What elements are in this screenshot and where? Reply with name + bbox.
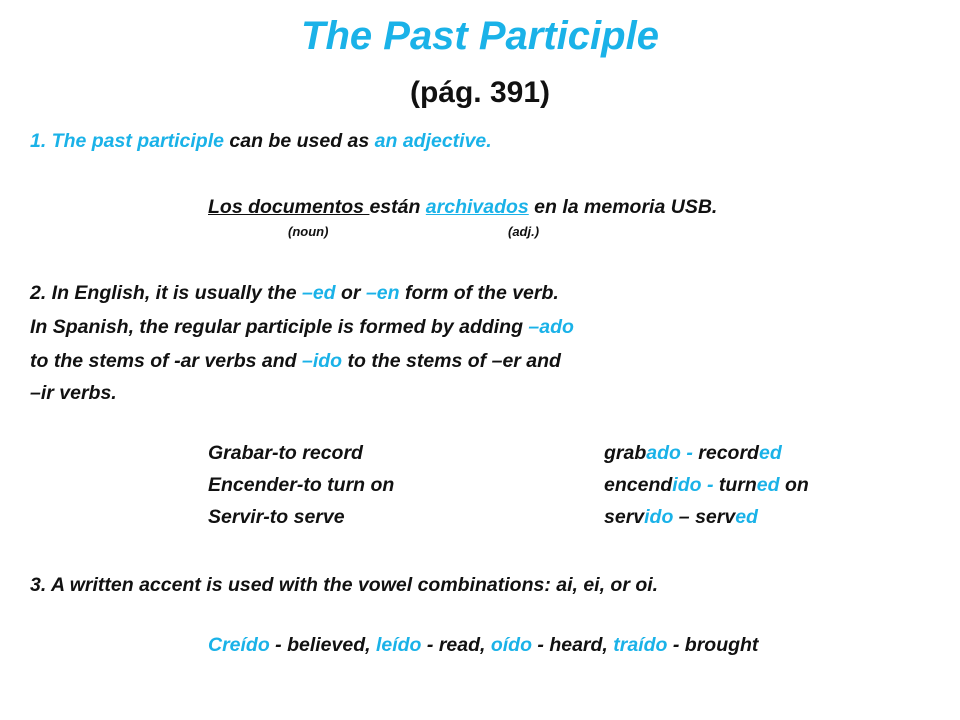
point-2-text-b: or [335, 282, 366, 304]
english-stem: turn [718, 474, 757, 496]
verb-participle [604, 474, 809, 497]
verb-infinitive: Encender-to turn on [208, 474, 395, 496]
participle-ending: ado [646, 442, 681, 464]
page-reference: (pág. 391) [409, 76, 551, 109]
participle-ending: ido [672, 474, 702, 496]
suffix-ido: –ido [301, 350, 343, 372]
point-1 [30, 130, 492, 153]
example-verb: están [369, 196, 426, 218]
example-word: traído [613, 634, 668, 656]
point-2-line-1 [30, 282, 559, 305]
point-1-adjective: an adjective. [374, 130, 492, 152]
point-1-text: can be used as [223, 130, 375, 152]
verb-infinitive: Grabar-to record [208, 442, 363, 464]
example-word: oído [490, 634, 532, 656]
separator: – [673, 506, 696, 528]
point-2-text-e: to the stems of -ar verbs and [30, 350, 302, 372]
suffix-en: –en [365, 282, 400, 304]
participle-stem: serv [604, 506, 645, 528]
example-end: en la memoria USB. [528, 196, 718, 218]
example-sentence [208, 196, 717, 219]
adj-label: (adj.) [508, 224, 540, 239]
participle-stem: grab [604, 442, 647, 464]
example-word: leído [375, 634, 422, 656]
verb-infinitive: Servir-to serve [208, 506, 345, 528]
suffix-ed: –ed [301, 282, 336, 304]
slide-title: The Past Participle [301, 14, 659, 58]
example-meaning: - read, [421, 634, 491, 656]
point-2-text-c: form of the verb. [399, 282, 559, 304]
point-3: 3. A written accent is used with the vowel combinations: ai, ei, or oi. [30, 574, 659, 596]
english-stem: record [698, 442, 759, 464]
example-noun: Los documentos [208, 196, 370, 218]
english-tail: on [779, 474, 809, 496]
point-1-term: 1. The past participle [30, 130, 224, 152]
example-meaning: - brought [667, 634, 759, 656]
english-ending: ed [735, 506, 758, 528]
participle-stem: encend [604, 474, 673, 496]
example-meaning: - believed, [269, 634, 376, 656]
participle-ending: ido [644, 506, 674, 528]
separator: - [701, 474, 719, 496]
verb-participle [604, 506, 758, 529]
suffix-ado: –ado [528, 316, 574, 338]
english-stem: serv [695, 506, 736, 528]
english-ending: ed [756, 474, 780, 496]
verb-participle [604, 442, 782, 465]
point-2-text-d: In Spanish, the regular participle is formed by adding [30, 316, 529, 338]
point-2-line-4: –ir verbs. [30, 382, 117, 404]
point-2-line-2 [30, 316, 574, 339]
noun-label: (noun) [288, 224, 329, 239]
example-adjective: archivados [425, 196, 529, 218]
example-word: Creído [208, 634, 270, 656]
english-ending: ed [758, 442, 782, 464]
point-2-text-f: to the stems of –er and [342, 350, 561, 372]
separator: - [680, 442, 699, 464]
accent-examples [208, 634, 758, 657]
point-2-line-3 [30, 350, 561, 373]
point-2-text-a: 2. In English, it is usually the [30, 282, 302, 304]
example-meaning: - heard, [532, 634, 614, 656]
